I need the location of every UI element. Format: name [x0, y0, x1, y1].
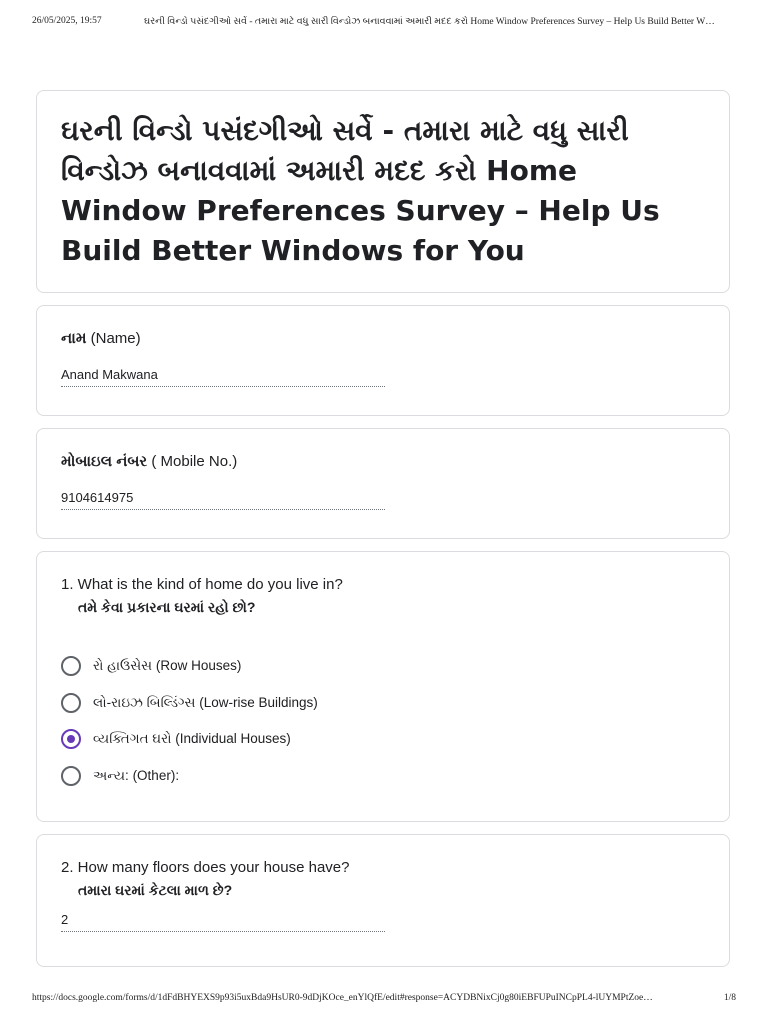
print-datetime: 26/05/2025, 19:57 — [32, 16, 102, 26]
radio-option-low-rise-buildings[interactable] — [61, 685, 705, 722]
question-label-mobile-gujarati: મોબાઇલ નંબર — [61, 453, 148, 470]
radio-option-label: અન્ય: (Other): — [93, 767, 180, 783]
question-card-floors — [36, 834, 730, 967]
mobile-answer-field[interactable]: 9104614975 — [61, 489, 385, 510]
radio-option-label: લો-રાઇઝ બિલ્ડિંગ્સ (Low-rise Buildings) — [93, 694, 318, 710]
radio-option-row-houses[interactable] — [61, 648, 705, 685]
print-page-number: 1/8 — [723, 993, 736, 1003]
print-footer — [32, 993, 736, 1007]
form-title: ઘરની વિન્ડો પસંદગીઓ સર્વે - તમારા માટે વધુ સારી વિન્ડોઝ બનાવવામાં અમારી મદદ કરો Home Window Preferences Survey – Help Us Build Better Windows for You — [61, 114, 660, 267]
name-answer-field[interactable]: Anand Makwana — [61, 366, 385, 387]
print-header — [32, 16, 736, 30]
radio-option-label: વ્યક્તિગત ઘરો (Individual Houses) — [93, 731, 291, 747]
question-sublabel-floors: તમારા ઘરમાં કેટલા માળ છે? — [78, 882, 233, 898]
question-sublabel-home-type: તમે કેવા પ્રકારના ઘરમાં રહો છો? — [78, 599, 256, 615]
radio-button-selected[interactable] — [61, 729, 81, 749]
question-label-mobile — [61, 451, 705, 473]
question-card-home-type — [36, 551, 730, 822]
question-label-name — [61, 328, 705, 350]
radio-button[interactable] — [61, 693, 81, 713]
question-label-floors: 2. How many floors does your house have? — [61, 859, 350, 876]
question-label-name-gujarati: નામ — [61, 330, 87, 347]
print-page-title: ઘરની વિન્ડો પસંદગીઓ સર્વે - તમારા માટે વધુ સારી વિન્ડોઝ બનાવવામાં અમારી મદદ કરો Home Window Preferences Survey – Help Us Build Better W… — [144, 17, 715, 27]
question-label-home-type: 1. What is the kind of home do you live in? — [61, 576, 343, 593]
question-label-name-english: (Name) — [86, 330, 141, 347]
radio-option-label: રો હાઉસેસ (Row Houses) — [93, 658, 242, 674]
question-card-mobile — [36, 428, 730, 539]
form-title-card — [36, 90, 730, 293]
floors-answer-field[interactable]: 2 — [61, 911, 385, 932]
radio-button[interactable] — [61, 766, 81, 786]
radio-option-other[interactable] — [61, 758, 705, 795]
question-card-name — [36, 305, 730, 416]
print-url: https://docs.google.com/forms/d/1dFdBHYEXS9p93i5uxBda9HsUR0-9dDjKOce_enYlQfE/edit#response=ACYDBNixCj0g80iEBFUPuINCpPL4-lUYMPtZoe… — [32, 993, 653, 1003]
radio-button[interactable] — [61, 656, 81, 676]
radio-group-home-type — [61, 648, 705, 794]
question-label-mobile-english: ( Mobile No.) — [147, 453, 238, 470]
radio-option-individual-houses[interactable] — [61, 721, 705, 758]
